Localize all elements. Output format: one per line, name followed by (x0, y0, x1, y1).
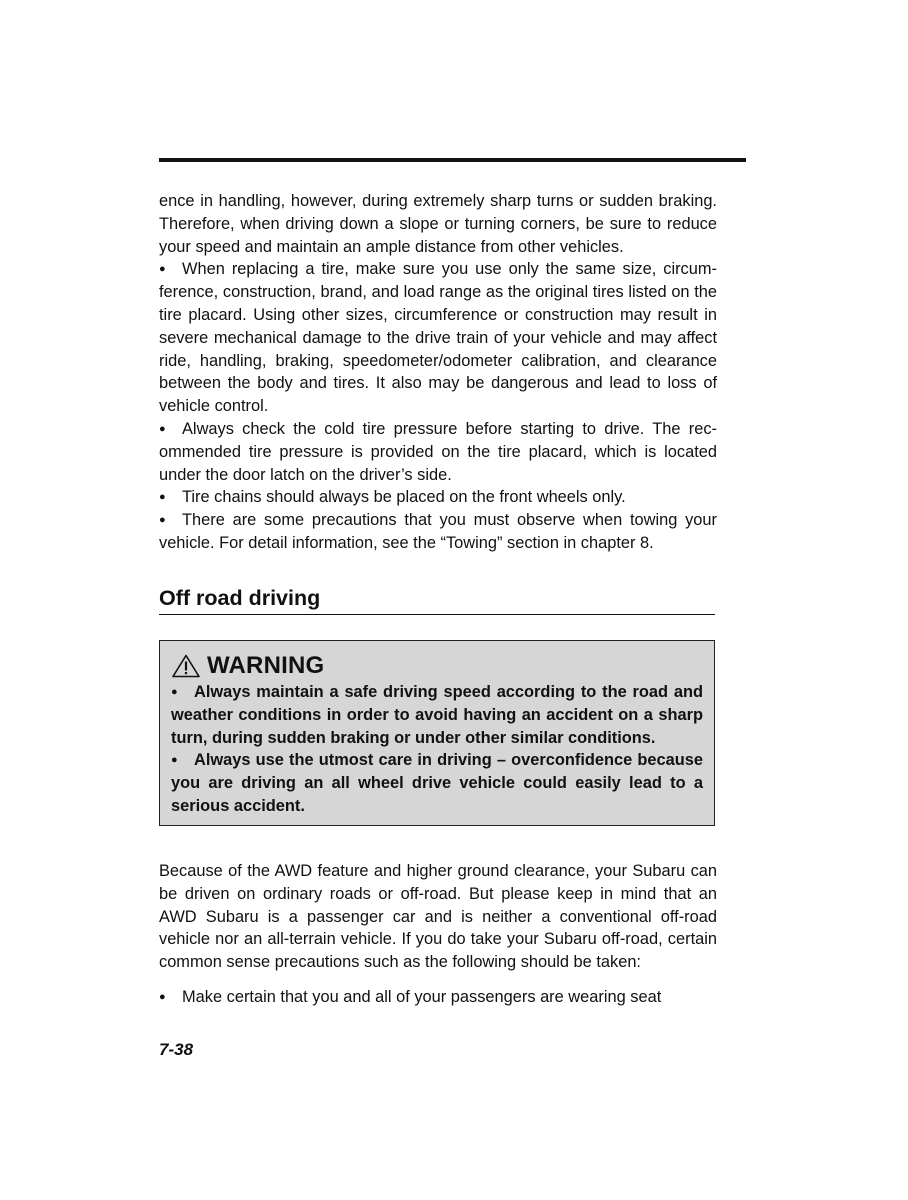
bullet-towing: ● There are some precautions that you must observe when towing your vehicle. For detail information, see the “Towing” section in chapter 8. (159, 509, 717, 555)
warning-triangle-icon (172, 654, 200, 678)
bullet-replacing-tire: ● When replacing a tire, make sure you use only the same size, circumference, construction, brand, and load range as the original tires listed on the tire placard. Using other sizes, circumference or construction may result in severe mechanical damage to the drive train of your vehicle and may affect ride, handling, braking, speedometer/odometer calibration, and clearance between the body and tires. It also may be dangerous and lead to loss of vehicle control. (159, 258, 717, 418)
warning-item-utmost-care: ● Always use the utmost care in driving – overconfidence because you are driving an all wheel drive vehicle could easily lead to a serious accident. (171, 749, 703, 817)
warning-title: WARNING (207, 652, 325, 679)
bullet-tire-chains: ● Tire chains should always be placed on the front wheels only. (159, 486, 717, 509)
page-body-bottom (159, 860, 717, 1009)
warning-box (159, 640, 715, 826)
bullet-seat-belts: ● Make certain that you and all of your passengers are wearing seat (159, 986, 717, 1009)
bullet-tire-pressure: ● Always check the cold tire pressure before starting to drive. The recommended tire pressure is provided on the tire placard, which is located under the door latch on the driver’s side. (159, 418, 717, 486)
header-rule (159, 158, 746, 162)
section-title: Off road driving (159, 586, 715, 615)
page-body-top (159, 190, 717, 555)
warning-item-safe-speed: ● Always maintain a safe driving speed according to the road and weather conditions in order to avoid having an accident on a sharp turn, during sudden braking or under other similar conditions. (171, 681, 703, 749)
awd-paragraph: Because of the AWD feature and higher ground clearance, your Subaru can be driven on ordinary roads or off-road. But please keep in mind that an AWD Subaru is a passenger car and is neither a conventional off-road vehicle nor an all-terrain vehicle. If you do take your Subaru off-road, certain common sense precautions such as the following should be taken: (159, 862, 717, 972)
page-number: 7-38 (159, 1040, 194, 1059)
continuation-paragraph: ence in handling, however, during extremely sharp turns or sudden braking. Therefore, when driving down a slope or turning corners, be sure to reduce your speed and maintain an ample distance from other vehicles. (159, 192, 717, 256)
warning-header (171, 651, 703, 681)
